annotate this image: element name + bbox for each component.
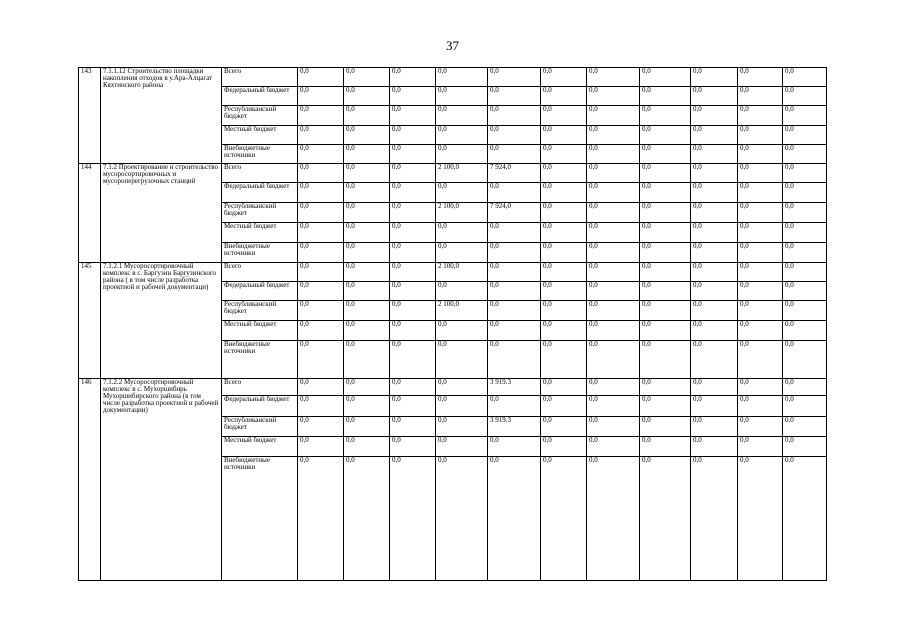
funding-source: Внебюджетные источники <box>222 457 298 581</box>
value-cell: 2 100,0 <box>436 164 488 183</box>
value-cell: 0,0 <box>587 203 640 223</box>
value-cell: 0,0 <box>344 68 390 87</box>
value-cell: 0,0 <box>691 396 738 417</box>
value-cell: 0,0 <box>640 68 691 87</box>
value-cell: 0,0 <box>298 437 344 457</box>
value-cell: 0,0 <box>344 263 390 282</box>
value-cell: 0,0 <box>783 417 827 437</box>
row-number: 145 <box>79 263 101 379</box>
value-cell: 7 924,0 <box>488 164 541 183</box>
row-number: 144 <box>79 164 101 263</box>
value-cell: 0,0 <box>783 437 827 457</box>
value-cell: 0,0 <box>738 203 783 223</box>
value-cell: 0,0 <box>587 457 640 581</box>
funding-source: Местный бюджет <box>222 321 298 341</box>
funding-source: Федеральный бюджет <box>222 87 298 106</box>
value-cell: 0,0 <box>783 87 827 106</box>
measure-title: 7.1.2.2 Мусоросортировочный комплекс в с. Мухоршибирь Мухоршибирского района (в том числе разработка проектной и рабочей документации) <box>101 379 222 581</box>
value-cell: 0,0 <box>783 68 827 87</box>
value-cell: 0,0 <box>783 223 827 243</box>
measure-title: 7.1.1.12 Строительство площадки накопления отходов в у.Ара-Алцагат Кяхтинского района <box>101 68 222 164</box>
value-cell: 0,0 <box>488 263 541 282</box>
value-cell: 0,0 <box>738 106 783 126</box>
value-cell: 0,0 <box>436 379 488 396</box>
value-cell: 0,0 <box>783 263 827 282</box>
value-cell: 0,0 <box>344 321 390 341</box>
value-cell: 0,0 <box>783 183 827 203</box>
value-cell: 0,0 <box>738 164 783 183</box>
value-cell: 0,0 <box>640 263 691 282</box>
funding-source: Республиканский бюджет <box>222 106 298 126</box>
value-cell: 0,0 <box>587 301 640 321</box>
value-cell: 0,0 <box>488 321 541 341</box>
value-cell: 0,0 <box>691 417 738 437</box>
value-cell: 0,0 <box>541 223 587 243</box>
value-cell: 0,0 <box>541 321 587 341</box>
value-cell: 0,0 <box>691 126 738 145</box>
funding-source: Федеральный бюджет <box>222 183 298 203</box>
value-cell: 3 919.3 <box>488 417 541 437</box>
funding-source: Федеральный бюджет <box>222 396 298 417</box>
funding-source: Всего <box>222 68 298 87</box>
value-cell: 0,0 <box>488 282 541 301</box>
value-cell: 0,0 <box>541 164 587 183</box>
value-cell: 0,0 <box>298 164 344 183</box>
value-cell: 0,0 <box>783 282 827 301</box>
value-cell: 0,0 <box>344 437 390 457</box>
value-cell: 0,0 <box>691 183 738 203</box>
value-cell: 0,0 <box>344 457 390 581</box>
funding-source: Всего <box>222 379 298 396</box>
value-cell: 0,0 <box>344 379 390 396</box>
value-cell: 0,0 <box>390 164 436 183</box>
value-cell: 0,0 <box>390 68 436 87</box>
value-cell: 0,0 <box>640 301 691 321</box>
value-cell: 0,0 <box>488 437 541 457</box>
value-cell: 0,0 <box>488 183 541 203</box>
value-cell: 0,0 <box>344 106 390 126</box>
value-cell: 0,0 <box>691 164 738 183</box>
value-cell: 0,0 <box>344 341 390 379</box>
measure-title: 7.1.2 Проектирование и строительство мусоросортировочных и мусороперегрузочных станций <box>101 164 222 263</box>
funding-source: Местный бюджет <box>222 437 298 457</box>
value-cell: 0,0 <box>783 243 827 263</box>
funding-source: Республиканский бюджет <box>222 417 298 437</box>
value-cell: 0,0 <box>738 145 783 164</box>
value-cell: 0,0 <box>587 164 640 183</box>
value-cell: 0,0 <box>587 321 640 341</box>
value-cell: 0,0 <box>436 223 488 243</box>
value-cell: 0,0 <box>691 145 738 164</box>
value-cell: 0,0 <box>436 126 488 145</box>
value-cell: 0,0 <box>344 243 390 263</box>
value-cell: 0,0 <box>390 457 436 581</box>
value-cell: 0,0 <box>640 321 691 341</box>
value-cell: 0,0 <box>298 417 344 437</box>
value-cell: 0,0 <box>488 396 541 417</box>
value-cell: 0,0 <box>738 87 783 106</box>
value-cell: 0,0 <box>691 301 738 321</box>
row-number: 146 <box>79 379 101 581</box>
value-cell: 0,0 <box>298 321 344 341</box>
value-cell: 0,0 <box>691 341 738 379</box>
value-cell: 0,0 <box>488 223 541 243</box>
value-cell: 0,0 <box>436 106 488 126</box>
value-cell: 0,0 <box>298 223 344 243</box>
value-cell: 0,0 <box>298 396 344 417</box>
value-cell: 0,0 <box>298 145 344 164</box>
value-cell: 0,0 <box>738 126 783 145</box>
value-cell: 0,0 <box>488 457 541 581</box>
value-cell: 0,0 <box>390 396 436 417</box>
value-cell: 0,0 <box>738 437 783 457</box>
value-cell: 0,0 <box>691 457 738 581</box>
funding-source: Республиканский бюджет <box>222 301 298 321</box>
value-cell: 0,0 <box>390 223 436 243</box>
value-cell: 0,0 <box>691 106 738 126</box>
value-cell: 0,0 <box>640 341 691 379</box>
value-cell: 0,0 <box>344 223 390 243</box>
value-cell: 0,0 <box>298 68 344 87</box>
value-cell: 0,0 <box>298 87 344 106</box>
value-cell: 0,0 <box>436 243 488 263</box>
value-cell: 0,0 <box>587 106 640 126</box>
value-cell: 0,0 <box>587 223 640 243</box>
funding-source: Федеральный бюджет <box>222 282 298 301</box>
value-cell: 0,0 <box>587 183 640 203</box>
funding-source: Внебюджетные источники <box>222 145 298 164</box>
page-number: 37 <box>446 38 459 53</box>
value-cell: 0,0 <box>738 68 783 87</box>
funding-source: Местный бюджет <box>222 126 298 145</box>
funding-source: Местный бюджет <box>222 223 298 243</box>
value-cell: 0,0 <box>436 417 488 437</box>
value-cell: 0,0 <box>587 263 640 282</box>
value-cell: 0,0 <box>640 417 691 437</box>
value-cell: 0,0 <box>298 183 344 203</box>
value-cell: 0,0 <box>691 263 738 282</box>
value-cell: 0,0 <box>691 282 738 301</box>
value-cell: 0,0 <box>298 282 344 301</box>
value-cell: 0,0 <box>783 321 827 341</box>
value-cell: 0,0 <box>488 126 541 145</box>
value-cell: 0,0 <box>390 203 436 223</box>
value-cell: 0,0 <box>488 68 541 87</box>
table-body <box>79 68 827 581</box>
value-cell: 0,0 <box>541 68 587 87</box>
value-cell: 0,0 <box>436 341 488 379</box>
value-cell: 0,0 <box>738 183 783 203</box>
value-cell: 0,0 <box>344 183 390 203</box>
funding-source: Внебюджетные источники <box>222 341 298 379</box>
value-cell: 0,0 <box>640 106 691 126</box>
value-cell: 0,0 <box>640 87 691 106</box>
value-cell: 0,0 <box>488 87 541 106</box>
value-cell: 0,0 <box>298 379 344 396</box>
value-cell: 0,0 <box>298 301 344 321</box>
value-cell: 0,0 <box>783 379 827 396</box>
value-cell: 0,0 <box>390 321 436 341</box>
value-cell: 0,0 <box>541 417 587 437</box>
value-cell: 0,0 <box>298 203 344 223</box>
value-cell: 0,0 <box>640 379 691 396</box>
value-cell: 0,0 <box>488 301 541 321</box>
value-cell: 0,0 <box>541 437 587 457</box>
value-cell: 3 919.3 <box>488 379 541 396</box>
value-cell: 0,0 <box>436 396 488 417</box>
value-cell: 0,0 <box>640 282 691 301</box>
value-cell: 0,0 <box>390 183 436 203</box>
value-cell: 0,0 <box>691 321 738 341</box>
value-cell: 0,0 <box>738 301 783 321</box>
value-cell: 0,0 <box>541 183 587 203</box>
value-cell: 0,0 <box>640 203 691 223</box>
value-cell: 0,0 <box>436 321 488 341</box>
table-row <box>79 379 827 396</box>
value-cell: 0,0 <box>691 87 738 106</box>
value-cell: 0,0 <box>436 183 488 203</box>
value-cell: 0,0 <box>640 396 691 417</box>
value-cell: 0,0 <box>783 164 827 183</box>
value-cell: 0,0 <box>541 301 587 321</box>
value-cell: 0,0 <box>541 282 587 301</box>
table-row <box>79 68 827 87</box>
value-cell: 0,0 <box>541 379 587 396</box>
row-number: 143 <box>79 68 101 164</box>
value-cell: 0,0 <box>587 379 640 396</box>
value-cell: 0,0 <box>738 396 783 417</box>
value-cell: 2 100,0 <box>436 301 488 321</box>
value-cell: 0,0 <box>738 263 783 282</box>
value-cell: 0,0 <box>344 145 390 164</box>
value-cell: 0,0 <box>390 341 436 379</box>
value-cell: 0,0 <box>541 87 587 106</box>
value-cell: 0,0 <box>541 457 587 581</box>
value-cell: 0,0 <box>738 379 783 396</box>
value-cell: 0,0 <box>541 396 587 417</box>
value-cell: 0,0 <box>541 126 587 145</box>
value-cell: 0,0 <box>587 396 640 417</box>
value-cell: 0,0 <box>390 263 436 282</box>
value-cell: 0,0 <box>587 417 640 437</box>
value-cell: 0,0 <box>436 457 488 581</box>
value-cell: 0,0 <box>587 341 640 379</box>
value-cell: 0,0 <box>436 87 488 106</box>
value-cell: 0,0 <box>783 126 827 145</box>
value-cell: 0,0 <box>640 145 691 164</box>
value-cell: 0,0 <box>390 126 436 145</box>
value-cell: 0,0 <box>541 145 587 164</box>
value-cell: 0,0 <box>298 457 344 581</box>
value-cell: 0,0 <box>541 243 587 263</box>
value-cell: 0,0 <box>691 243 738 263</box>
value-cell: 0,0 <box>640 164 691 183</box>
value-cell: 0,0 <box>390 87 436 106</box>
value-cell: 0,0 <box>344 417 390 437</box>
value-cell: 0,0 <box>783 396 827 417</box>
value-cell: 0,0 <box>390 106 436 126</box>
value-cell: 0,0 <box>640 437 691 457</box>
value-cell: 0,0 <box>344 282 390 301</box>
value-cell: 0,0 <box>738 417 783 437</box>
table-row <box>79 164 827 183</box>
value-cell: 0,0 <box>488 341 541 379</box>
value-cell: 0,0 <box>587 87 640 106</box>
value-cell: 0,0 <box>640 183 691 203</box>
value-cell: 0,0 <box>738 243 783 263</box>
funding-source: Всего <box>222 263 298 282</box>
value-cell: 0,0 <box>783 145 827 164</box>
value-cell: 0,0 <box>390 282 436 301</box>
value-cell: 0,0 <box>488 106 541 126</box>
value-cell: 0,0 <box>436 282 488 301</box>
value-cell: 0,0 <box>738 457 783 581</box>
value-cell: 0,0 <box>344 396 390 417</box>
value-cell: 0,0 <box>541 203 587 223</box>
value-cell: 2 100,0 <box>436 203 488 223</box>
value-cell: 2 100,0 <box>436 263 488 282</box>
value-cell: 0,0 <box>738 282 783 301</box>
value-cell: 0,0 <box>587 126 640 145</box>
value-cell: 0,0 <box>344 164 390 183</box>
funding-source: Внебюджетные источники <box>222 243 298 263</box>
value-cell: 0,0 <box>390 243 436 263</box>
value-cell: 0,0 <box>691 379 738 396</box>
value-cell: 0,0 <box>587 243 640 263</box>
value-cell: 0,0 <box>738 223 783 243</box>
value-cell: 0,0 <box>640 243 691 263</box>
value-cell: 0,0 <box>436 145 488 164</box>
value-cell: 0,0 <box>298 341 344 379</box>
value-cell: 0,0 <box>541 263 587 282</box>
value-cell: 0,0 <box>298 263 344 282</box>
value-cell: 0,0 <box>691 203 738 223</box>
value-cell: 0,0 <box>436 68 488 87</box>
table-row <box>79 263 827 282</box>
value-cell: 0,0 <box>344 126 390 145</box>
value-cell: 0,0 <box>436 437 488 457</box>
value-cell: 0,0 <box>691 223 738 243</box>
value-cell: 0,0 <box>390 417 436 437</box>
value-cell: 7 924,0 <box>488 203 541 223</box>
value-cell: 0,0 <box>541 106 587 126</box>
value-cell: 0,0 <box>298 243 344 263</box>
value-cell: 0,0 <box>783 203 827 223</box>
funding-source: Республиканский бюджет <box>222 203 298 223</box>
value-cell: 0,0 <box>298 106 344 126</box>
value-cell: 0,0 <box>344 203 390 223</box>
value-cell: 0,0 <box>298 126 344 145</box>
value-cell: 0,0 <box>640 126 691 145</box>
value-cell: 0,0 <box>390 437 436 457</box>
value-cell: 0,0 <box>541 341 587 379</box>
value-cell: 0,0 <box>783 457 827 581</box>
value-cell: 0,0 <box>691 437 738 457</box>
value-cell: 0,0 <box>390 145 436 164</box>
value-cell: 0,0 <box>390 301 436 321</box>
budget-table <box>78 67 827 581</box>
value-cell: 0,0 <box>587 282 640 301</box>
value-cell: 0,0 <box>587 145 640 164</box>
value-cell: 0,0 <box>783 106 827 126</box>
value-cell: 0,0 <box>640 223 691 243</box>
funding-source: Всего <box>222 164 298 183</box>
value-cell: 0,0 <box>738 341 783 379</box>
value-cell: 0,0 <box>488 145 541 164</box>
value-cell: 0,0 <box>390 379 436 396</box>
value-cell: 0,0 <box>344 87 390 106</box>
value-cell: 0,0 <box>587 68 640 87</box>
value-cell: 0,0 <box>783 341 827 379</box>
measure-title: 7.1.2.1 Мусоросортировочный комплекс в с. Баргузин Баргузинского района ( в том числе разработка проектной и рабочей документаци) <box>101 263 222 379</box>
value-cell: 0,0 <box>587 437 640 457</box>
value-cell: 0,0 <box>344 301 390 321</box>
value-cell: 0,0 <box>488 243 541 263</box>
value-cell: 0,0 <box>640 457 691 581</box>
value-cell: 0,0 <box>783 301 827 321</box>
value-cell: 0,0 <box>691 68 738 87</box>
value-cell: 0,0 <box>738 321 783 341</box>
